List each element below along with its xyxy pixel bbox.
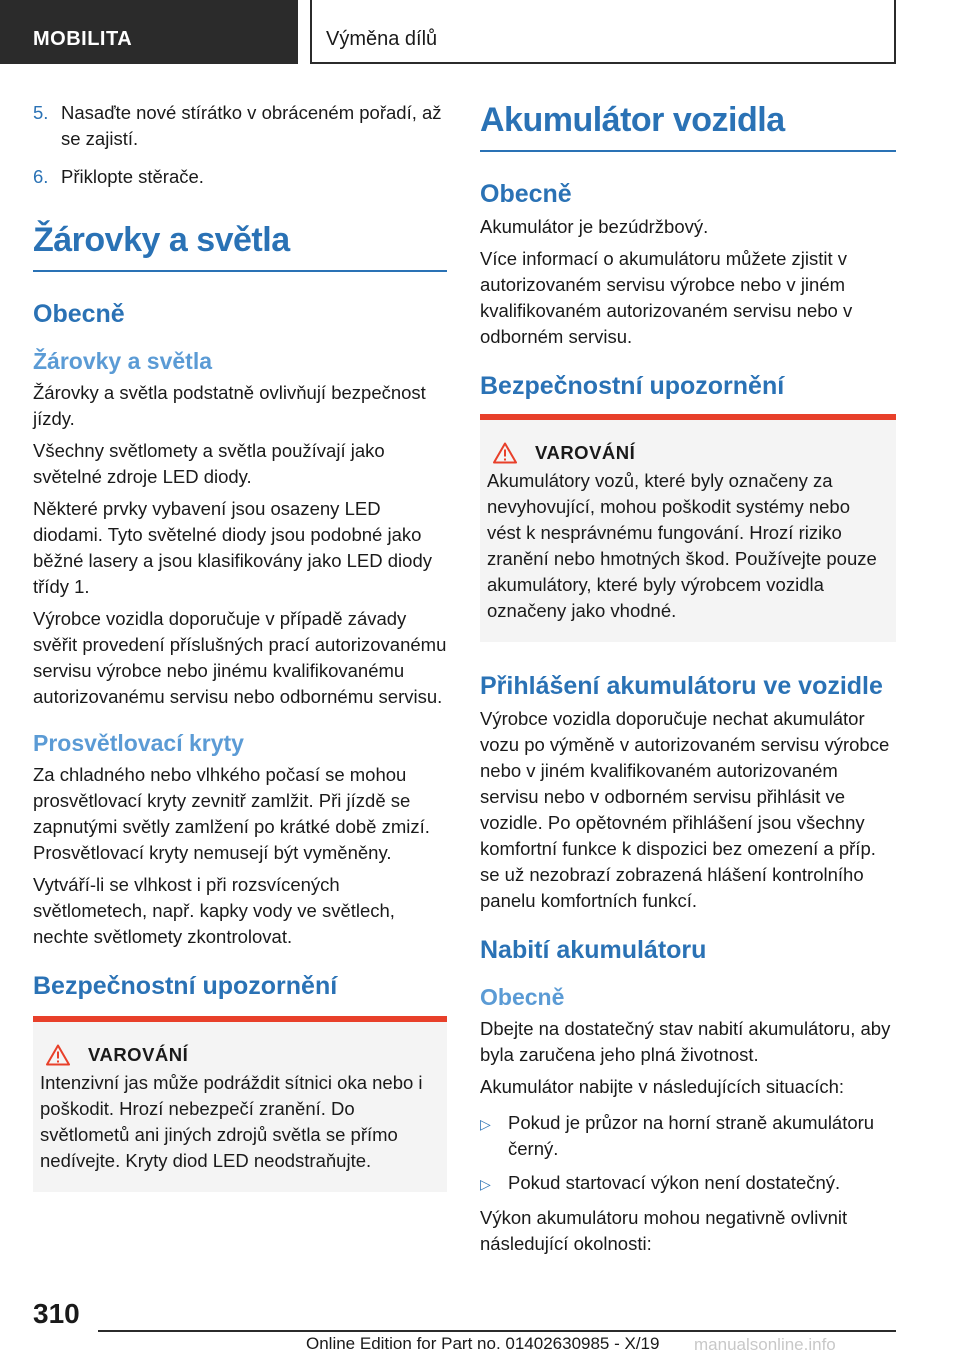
paragraph: Výrobce vozidla doporučuje v případě závady svěřit provedení příslušných prací autorizovanému servisu výrobce nebo jinému kvalifikovanému autorizovanému servisu nebo odbornému servisu. [33,608,447,707]
warning-triangle-icon [493,442,517,464]
step-number: 6. [33,166,49,187]
warning-text: Intenzivní jas může podráždit sítnici oka nebo i poškodit. Hrozí nebezpečí zranění. Do světlometů ani jiných zdrojů světla se přímo nedívejte. Kryty diod LED neodstraňujte. [40,1072,423,1171]
heading-safety: Bezpečnostní upozornění [33,972,338,1000]
paragraph: Výrobce vozidla doporučuje nechat akumulátor vozu po výměně v autorizovaném servisu výrobce nebo v jiném kvalifikovaném autorizovaném servisu nebo v odborném servisu přihlásit ve vozidle. Po opětovném přihlášení jsou všechny komfortní funkce k dispozici bez omezení a příp. se už nezobrazí zobrazená hlášení kontrolního panelu komfortních funkcí. [480,708,890,911]
warning-header [40,1044,439,1066]
page-number: 310 [33,1298,80,1329]
warning-box [33,1016,447,1192]
footer-divider [98,1330,896,1332]
list-item [480,1110,896,1162]
step-number: 5. [33,102,49,123]
paragraph: Akumulátor nabijte v následujících situacích: [480,1076,845,1097]
heading-register: Přihlášení akumulátoru ve vozidle [480,672,883,700]
step-text: Přiklopte stěrače. [61,166,204,187]
subheading-bulbs: Žárovky a světla [33,348,213,374]
list-item [480,1170,896,1197]
warning-label: VAROVÁNÍ [535,442,636,463]
paragraph: Dbejte na dostatečný stav nabití akumulátoru, aby byla zaručena jeho plná životnost. [480,1018,891,1065]
subheading-general: Obecně [480,984,565,1010]
paragraph: Za chladného nebo vlhkého počasí se mohou prosvětlovací kryty zevnitř zamlžit. Při jízdě se zapnutými světly zamlžení po krátké době zmizí. Prosvětlovací kryty nemusejí být vyměněny. [33,764,430,863]
section-title-battery: Akumulátor vozidla [480,100,896,152]
triangle-bullet-icon: ▷ [480,1176,491,1192]
heading-general: Obecně [480,180,572,208]
watermark-text: manualsonline.info [694,1335,836,1354]
header-section-label: MOBILITA [33,28,133,50]
paragraph: Akumulátor je bezúdržbový. [480,216,709,237]
paragraph: Výkon akumulátoru mohou negativně ovlivnit následující okolnosti: [480,1207,848,1254]
paragraph: Všechny světlomety a světla používají jako světelné zdroje LED diody. [33,440,385,487]
paragraph: Více informací o akumulátoru můžete zjistit v autorizovaném servisu výrobce nebo v jiném kvalifikovaném autorizovaném servisu nebo v odborném servisu. [480,248,853,347]
subheading-covers: Prosvětlovací kryty [33,730,244,756]
step-text: Nasaďte nové stírátko v obráceném pořadí, až se zajistí. [61,102,442,149]
warning-box [480,414,896,642]
paragraph: Vytváří-li se vlhkost i při rozsvícených světlometech, např. kapky vody ve světlech, nechte světlomety zkontrolovat. [33,874,395,947]
header-chapter-label: Výměna dílů [326,28,438,50]
list-item-text: Pokud je průzor na horní straně akumulátoru černý. [508,1112,875,1159]
heading-charge: Nabití akumulátoru [480,936,707,964]
warning-label: VAROVÁNÍ [88,1044,189,1065]
list-item-text: Pokud startovací výkon není dostatečný. [508,1172,841,1193]
paragraph: Žárovky a světla podstatně ovlivňují bezpečnost jízdy. [33,382,426,429]
section-title-bulbs: Žárovky a světla [33,220,447,272]
header-section-tab [0,0,298,64]
warning-text: Akumulátory vozů, které byly označeny za nevyhovující, mohou poškodit systémy nebo vést k nesprávnému fungování. Hrozí riziko zranění nebo hmotných škod. Používejte pouze akumulátory, které byly výrobcem vozidla označeny jako vhodné. [487,470,877,621]
triangle-bullet-icon: ▷ [480,1116,491,1132]
step-item [33,164,447,190]
warning-header [487,442,888,464]
header-chapter-box [310,0,896,64]
paragraph: Některé prvky vybavení jsou osazeny LED diodami. Tyto světelné diody jsou podobné jako běžné lasery a jsou klasifikovány jako LED diody třídy 1. [33,498,432,597]
footer-edition: Online Edition for Part no. 01402630985 - X/19 [306,1334,660,1353]
warning-triangle-icon [46,1044,70,1066]
heading-safety: Bezpečnostní upozornění [480,372,785,400]
heading-general: Obecně [33,300,125,328]
right-column [480,100,896,1263]
left-column [33,100,447,1220]
step-item [33,100,447,152]
